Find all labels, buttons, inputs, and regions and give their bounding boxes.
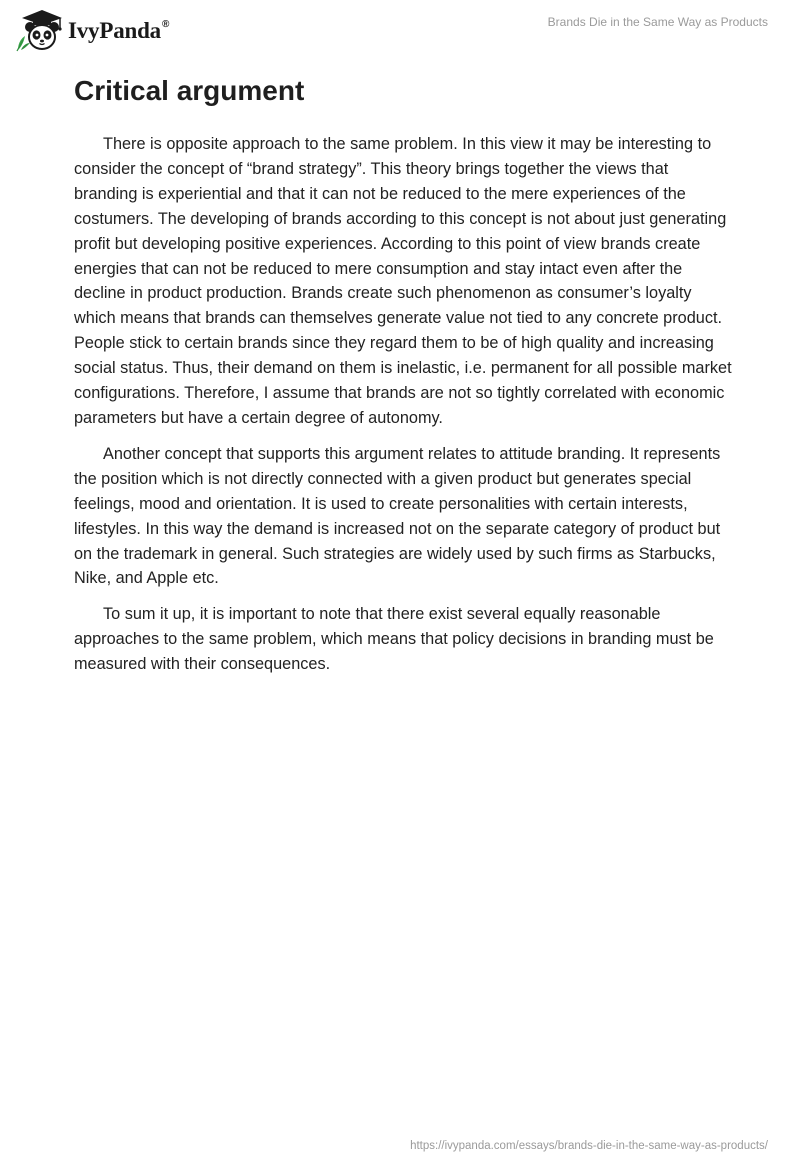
logo-wordmark: IvyPanda® (68, 18, 170, 43)
running-title: Brands Die in the Same Way as Products (547, 15, 768, 29)
ivypanda-logo[interactable] (14, 8, 169, 52)
registered-mark: ® (161, 19, 170, 31)
paragraph-3: To sum it up, it is important to note that there exist several equally reasonable approaches to the same problem, which means that policy decisions in branding must be measured with their consequences. (74, 605, 714, 674)
paragraph-2: Another concept that supports this argument relates to attitude branding. It represents the position which is not directly connected with a given product but generates special feelings, mood and orientation. It is used to create personalities with certain interests, lifestyles. In this way the demand is increased not on the separate category of product but on the trademark in general. Such strategies are widely used by such firms as Starbucks, Nike, and Apple etc. (74, 444, 721, 588)
page-header (0, 0, 800, 60)
section-heading: Critical argument (74, 75, 305, 106)
article-body (74, 72, 734, 688)
panda-graduate-icon (14, 8, 66, 52)
source-url[interactable]: https://ivypanda.com/essays/brands-die-in-the-same-way-as-products/ (410, 1140, 768, 1152)
paragraph-1: There is opposite approach to the same problem. In this view it may be interesting to consider the concept of “brand strategy”. This theory brings together the views that branding is experiential and that it can not be reduced to the mere experiences of the costumers. The developing of brands according to this concept is not about just generating profit but developing positive experiences. According to this point of view brands create energies that can not be reduced to mere consumption and stay intact even after the decline in product production. Brands create such phenomenon as consumer’s loyalty which means that brands can themselves generate value not tied to any concrete product. People stick to certain brands since they regard them to be of high quality and increasing social status. Thus, their demand on them is inelastic, i.e. permanent for all possible market configurations. Therefore, I assume that brands are not so tightly correlated with economic parameters but have a certain degree of autonomy. (74, 135, 732, 427)
